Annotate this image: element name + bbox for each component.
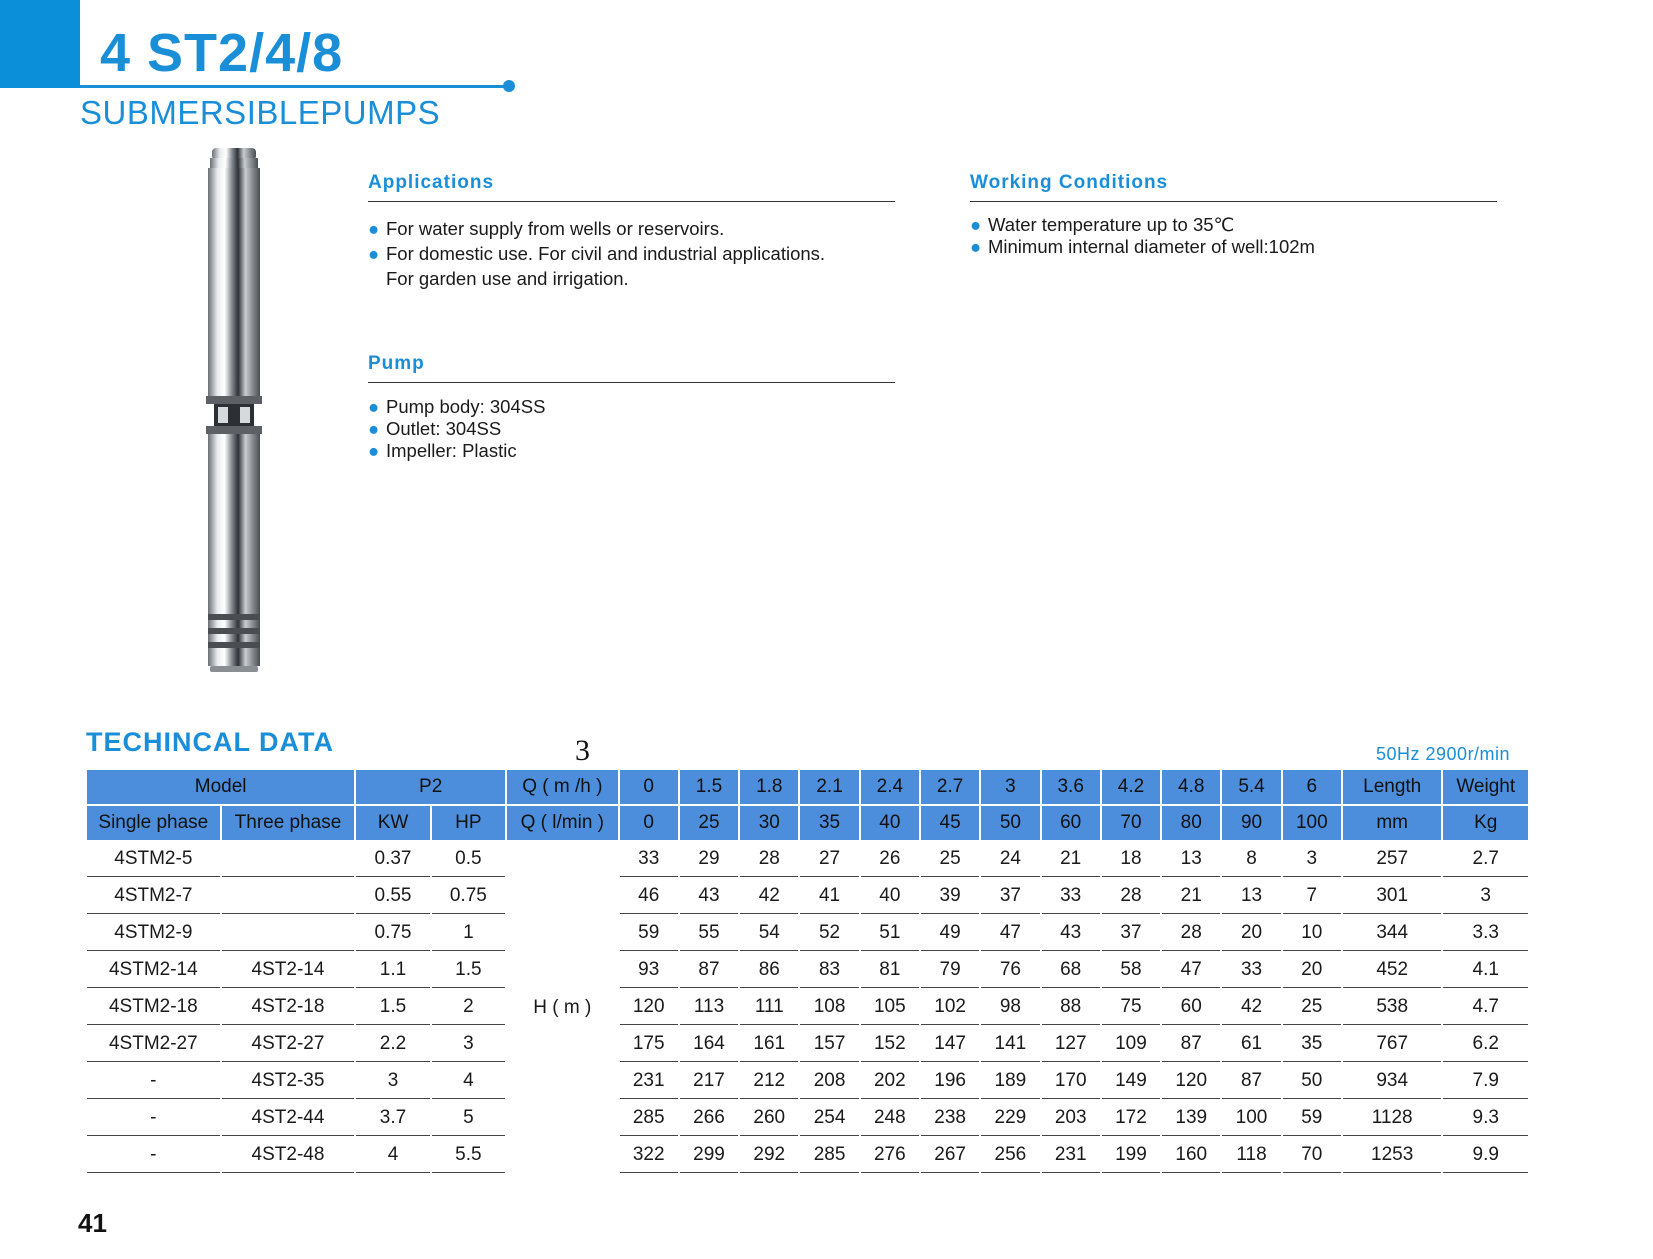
head-value: 20 [1222,916,1280,951]
applications-rule [368,201,895,202]
bullet-icon: ● [368,418,380,439]
head-value: 76 [981,953,1039,988]
head-value: 217 [680,1064,738,1099]
power-hp: 4 [432,1064,505,1099]
head-value: 27 [800,842,858,877]
head-value: 42 [740,879,798,914]
head-value: 292 [740,1138,798,1173]
head-value: 46 [620,879,678,914]
head-value: 33 [1042,879,1100,914]
head-value: 161 [740,1027,798,1062]
title-underline [80,85,510,88]
head-value: 43 [1042,916,1100,951]
pump-list [368,396,545,462]
head-value: 35 [1283,1027,1341,1062]
head-value: 199 [1102,1138,1160,1173]
table-row [87,1138,1528,1173]
head-value: 60 [1162,990,1220,1025]
head-value: 248 [861,1101,919,1136]
head-value: 50 [1283,1064,1341,1099]
head-value: 61 [1222,1027,1280,1062]
head-value: 108 [800,990,858,1025]
three-phase-model [222,879,355,914]
header-q-value: 5.4 [1222,770,1280,804]
head-value: 40 [861,879,919,914]
weight-kg: 7.9 [1443,1064,1528,1099]
list-item: ● Pump body: 304SS [368,396,546,417]
bullet-icon: ● [368,218,380,239]
length-mm: 344 [1343,916,1441,951]
head-value: 13 [1222,879,1280,914]
head-value: 98 [981,990,1039,1025]
frequency-label: 50Hz 2900r/min [1376,744,1511,764]
head-value: 25 [1283,990,1341,1025]
head-value: 147 [921,1027,979,1062]
bullet-icon: ● [368,243,380,264]
header-q-value: 2.1 [800,770,858,804]
header-three-phase: Three phase [222,806,355,840]
header-q-value: 60 [1042,806,1100,840]
head-value: 127 [1042,1027,1100,1062]
head-label: H ( m ) [507,842,618,1173]
working-conditions-heading: Working Conditions [970,172,1169,193]
power-kw: 0.55 [356,879,429,914]
power-kw: 2.2 [356,1027,429,1062]
head-value: 231 [1042,1138,1100,1173]
head-value: 20 [1283,953,1341,988]
table-row [87,990,1528,1025]
head-value: 322 [620,1138,678,1173]
weight-kg: 2.7 [1443,842,1528,877]
power-kw: 0.37 [356,842,429,877]
header-q-m3h: Q ( m /h ) [507,770,618,804]
bullet-icon: ● [970,236,982,257]
three-phase-model: 4ST2-35 [222,1064,355,1099]
table-header-row-2 [87,806,1528,840]
list-item: ● For domestic use. For civil and industrial applications. [368,243,826,264]
head-value: 160 [1162,1138,1220,1173]
list-item: ● Outlet: 304SS [368,418,502,439]
technical-data-table [85,768,1530,1175]
length-mm: 1253 [1343,1138,1441,1173]
head-value: 276 [861,1138,919,1173]
applications-heading: Applications [368,172,495,193]
length-mm: 452 [1343,953,1441,988]
list-item: ● Minimum internal diameter of well:102m [970,236,1315,257]
head-value: 28 [1102,879,1160,914]
single-phase-model: 4STM2-14 [87,953,220,988]
three-phase-model: 4ST2-48 [222,1138,355,1173]
power-hp: 5 [432,1101,505,1136]
head-value: 13 [1162,842,1220,877]
table-header-row-1 [87,770,1528,804]
bullet-icon: ● [970,214,982,235]
power-hp: 0.5 [432,842,505,877]
power-hp: 5.5 [432,1138,505,1173]
three-phase-model [222,916,355,951]
header-q-value: 3 [981,770,1039,804]
table-row [87,916,1528,951]
head-value: 87 [680,953,738,988]
power-kw: 1.5 [356,990,429,1025]
head-value: 81 [861,953,919,988]
weight-kg: 6.2 [1443,1027,1528,1062]
head-value: 83 [800,953,858,988]
head-value: 24 [981,842,1039,877]
weight-kg: 4.7 [1443,990,1528,1025]
header-q-lmin: Q ( l/min ) [507,806,618,840]
bullet-icon: ● [368,396,380,417]
head-value: 141 [981,1027,1039,1062]
header-p2: P2 [356,770,505,804]
header-q-value: 40 [861,806,919,840]
header-weight: Weight [1443,770,1528,804]
head-value: 105 [861,990,919,1025]
single-phase-model: 4STM2-27 [87,1027,220,1062]
head-value: 267 [921,1138,979,1173]
head-value: 285 [800,1138,858,1173]
head-value: 100 [1222,1101,1280,1136]
head-value: 152 [861,1027,919,1062]
header-q-value: 35 [800,806,858,840]
head-value: 170 [1042,1064,1100,1099]
head-value: 196 [921,1064,979,1099]
length-mm: 538 [1343,990,1441,1025]
three-phase-model [222,842,355,877]
header-color-block [0,0,80,88]
power-hp: 0.75 [432,879,505,914]
head-value: 260 [740,1101,798,1136]
header-q-value: 70 [1102,806,1160,840]
header-model: Model [87,770,354,804]
head-value: 10 [1283,916,1341,951]
head-value: 47 [1162,953,1220,988]
length-mm: 257 [1343,842,1441,877]
head-value: 203 [1042,1101,1100,1136]
header-kw: KW [356,806,429,840]
header-q-value: 2.7 [921,770,979,804]
head-value: 70 [1283,1138,1341,1173]
header-q-value: 6 [1283,770,1341,804]
head-value: 7 [1283,879,1341,914]
head-value: 299 [680,1138,738,1173]
head-value: 118 [1222,1138,1280,1173]
head-value: 164 [680,1027,738,1062]
header-q-value: 90 [1222,806,1280,840]
stray-mark: 3 [575,734,590,767]
list-item: ● Water temperature up to 35℃ [970,214,1235,235]
head-value: 231 [620,1064,678,1099]
working-conditions-rule [970,201,1497,202]
head-value: 157 [800,1027,858,1062]
head-value: 33 [1222,953,1280,988]
table-row [87,1101,1528,1136]
head-value: 109 [1102,1027,1160,1062]
weight-kg: 9.3 [1443,1101,1528,1136]
power-kw: 1.1 [356,953,429,988]
header-q-value: 3.6 [1042,770,1100,804]
header-single-phase: Single phase [87,806,220,840]
header-q-value: 25 [680,806,738,840]
table-row [87,1064,1528,1099]
header-q-value: 1.8 [740,770,798,804]
pump-heading: Pump [368,353,425,374]
head-value: 52 [800,916,858,951]
list-item: ● For water supply from wells or reservoirs. [368,218,725,239]
head-value: 87 [1162,1027,1220,1062]
header-q-value: 100 [1283,806,1341,840]
table-row [87,842,1528,877]
weight-kg: 4.1 [1443,953,1528,988]
three-phase-model: 4ST2-14 [222,953,355,988]
head-value: 238 [921,1101,979,1136]
weight-kg: 9.9 [1443,1138,1528,1173]
power-kw: 0.75 [356,916,429,951]
power-hp: 2 [432,990,505,1025]
head-value: 86 [740,953,798,988]
head-value: 28 [1162,916,1220,951]
title-underline-dot [503,80,515,92]
head-value: 111 [740,990,798,1025]
applications-list [368,216,825,291]
head-value: 68 [1042,953,1100,988]
single-phase-model: 4STM2-7 [87,879,220,914]
header-q-value: 50 [981,806,1039,840]
head-value: 113 [680,990,738,1025]
length-mm: 1128 [1343,1101,1441,1136]
weight-kg: 3.3 [1443,916,1528,951]
table-body [87,770,1528,1173]
header-weight-unit: Kg [1443,806,1528,840]
head-value: 254 [800,1101,858,1136]
weight-kg: 3 [1443,879,1528,914]
power-hp: 3 [432,1027,505,1062]
head-value: 43 [680,879,738,914]
head-value: 149 [1102,1064,1160,1099]
technical-data-title: TECHINCAL DATA [86,727,334,757]
head-value: 175 [620,1027,678,1062]
single-phase-model: - [87,1064,220,1099]
head-value: 202 [861,1064,919,1099]
pump-rule [368,382,895,383]
three-phase-model: 4ST2-18 [222,990,355,1025]
head-value: 120 [1162,1064,1220,1099]
working-conditions-list [970,214,1315,258]
header-hp: HP [432,806,505,840]
head-value: 212 [740,1064,798,1099]
head-value: 39 [921,879,979,914]
length-mm: 767 [1343,1027,1441,1062]
head-value: 87 [1222,1064,1280,1099]
head-value: 102 [921,990,979,1025]
header-q-value: 2.4 [861,770,919,804]
header-length-unit: mm [1343,806,1441,840]
head-value: 47 [981,916,1039,951]
header-q-value: 0 [620,770,678,804]
head-value: 93 [620,953,678,988]
head-value: 33 [620,842,678,877]
head-value: 26 [861,842,919,877]
pump-image [200,148,270,672]
table-row [87,879,1528,914]
header-q-value: 4.2 [1102,770,1160,804]
header-q-value: 0 [620,806,678,840]
head-value: 8 [1222,842,1280,877]
head-value: 55 [680,916,738,951]
head-value: 285 [620,1101,678,1136]
single-phase-model: 4STM2-5 [87,842,220,877]
head-value: 59 [1283,1101,1341,1136]
head-value: 25 [921,842,979,877]
head-value: 256 [981,1138,1039,1173]
head-value: 172 [1102,1101,1160,1136]
header-q-value: 1.5 [680,770,738,804]
head-value: 21 [1042,842,1100,877]
head-value: 120 [620,990,678,1025]
power-kw: 4 [356,1138,429,1173]
table-row [87,1027,1528,1062]
head-value: 208 [800,1064,858,1099]
page-subtitle: SUBMERSIBLEPUMPS [80,94,441,131]
head-value: 41 [800,879,858,914]
head-value: 58 [1102,953,1160,988]
head-value: 88 [1042,990,1100,1025]
head-value: 229 [981,1101,1039,1136]
head-value: 42 [1222,990,1280,1025]
head-value: 29 [680,842,738,877]
three-phase-model: 4ST2-44 [222,1101,355,1136]
length-mm: 301 [1343,879,1441,914]
head-value: 139 [1162,1101,1220,1136]
head-value: 18 [1102,842,1160,877]
power-hp: 1 [432,916,505,951]
head-value: 54 [740,916,798,951]
head-value: 266 [680,1101,738,1136]
length-mm: 934 [1343,1064,1441,1099]
header-q-value: 30 [740,806,798,840]
head-value: 28 [740,842,798,877]
head-value: 189 [981,1064,1039,1099]
power-kw: 3.7 [356,1101,429,1136]
power-hp: 1.5 [432,953,505,988]
head-value: 51 [861,916,919,951]
single-phase-model: 4STM2-18 [87,990,220,1025]
head-value: 3 [1283,842,1341,877]
head-value: 37 [981,879,1039,914]
page-title: 4 ST2/4/8 [100,23,344,83]
header-q-value: 4.8 [1162,770,1220,804]
page-number: 41 [78,1208,107,1238]
single-phase-model: 4STM2-9 [87,916,220,951]
bullet-icon: ● [368,440,380,461]
head-value: 21 [1162,879,1220,914]
head-value: 75 [1102,990,1160,1025]
header-q-value: 45 [921,806,979,840]
header-q-value: 80 [1162,806,1220,840]
three-phase-model: 4ST2-27 [222,1027,355,1062]
single-phase-model: - [87,1138,220,1173]
head-value: 79 [921,953,979,988]
head-value: 37 [1102,916,1160,951]
table-row [87,953,1528,988]
power-kw: 3 [356,1064,429,1099]
list-item-continuation: For garden use and irrigation. [386,268,629,289]
head-value: 59 [620,916,678,951]
list-item: ● Impeller: Plastic [368,440,517,461]
head-value: 49 [921,916,979,951]
header-length: Length [1343,770,1441,804]
single-phase-model: - [87,1101,220,1136]
